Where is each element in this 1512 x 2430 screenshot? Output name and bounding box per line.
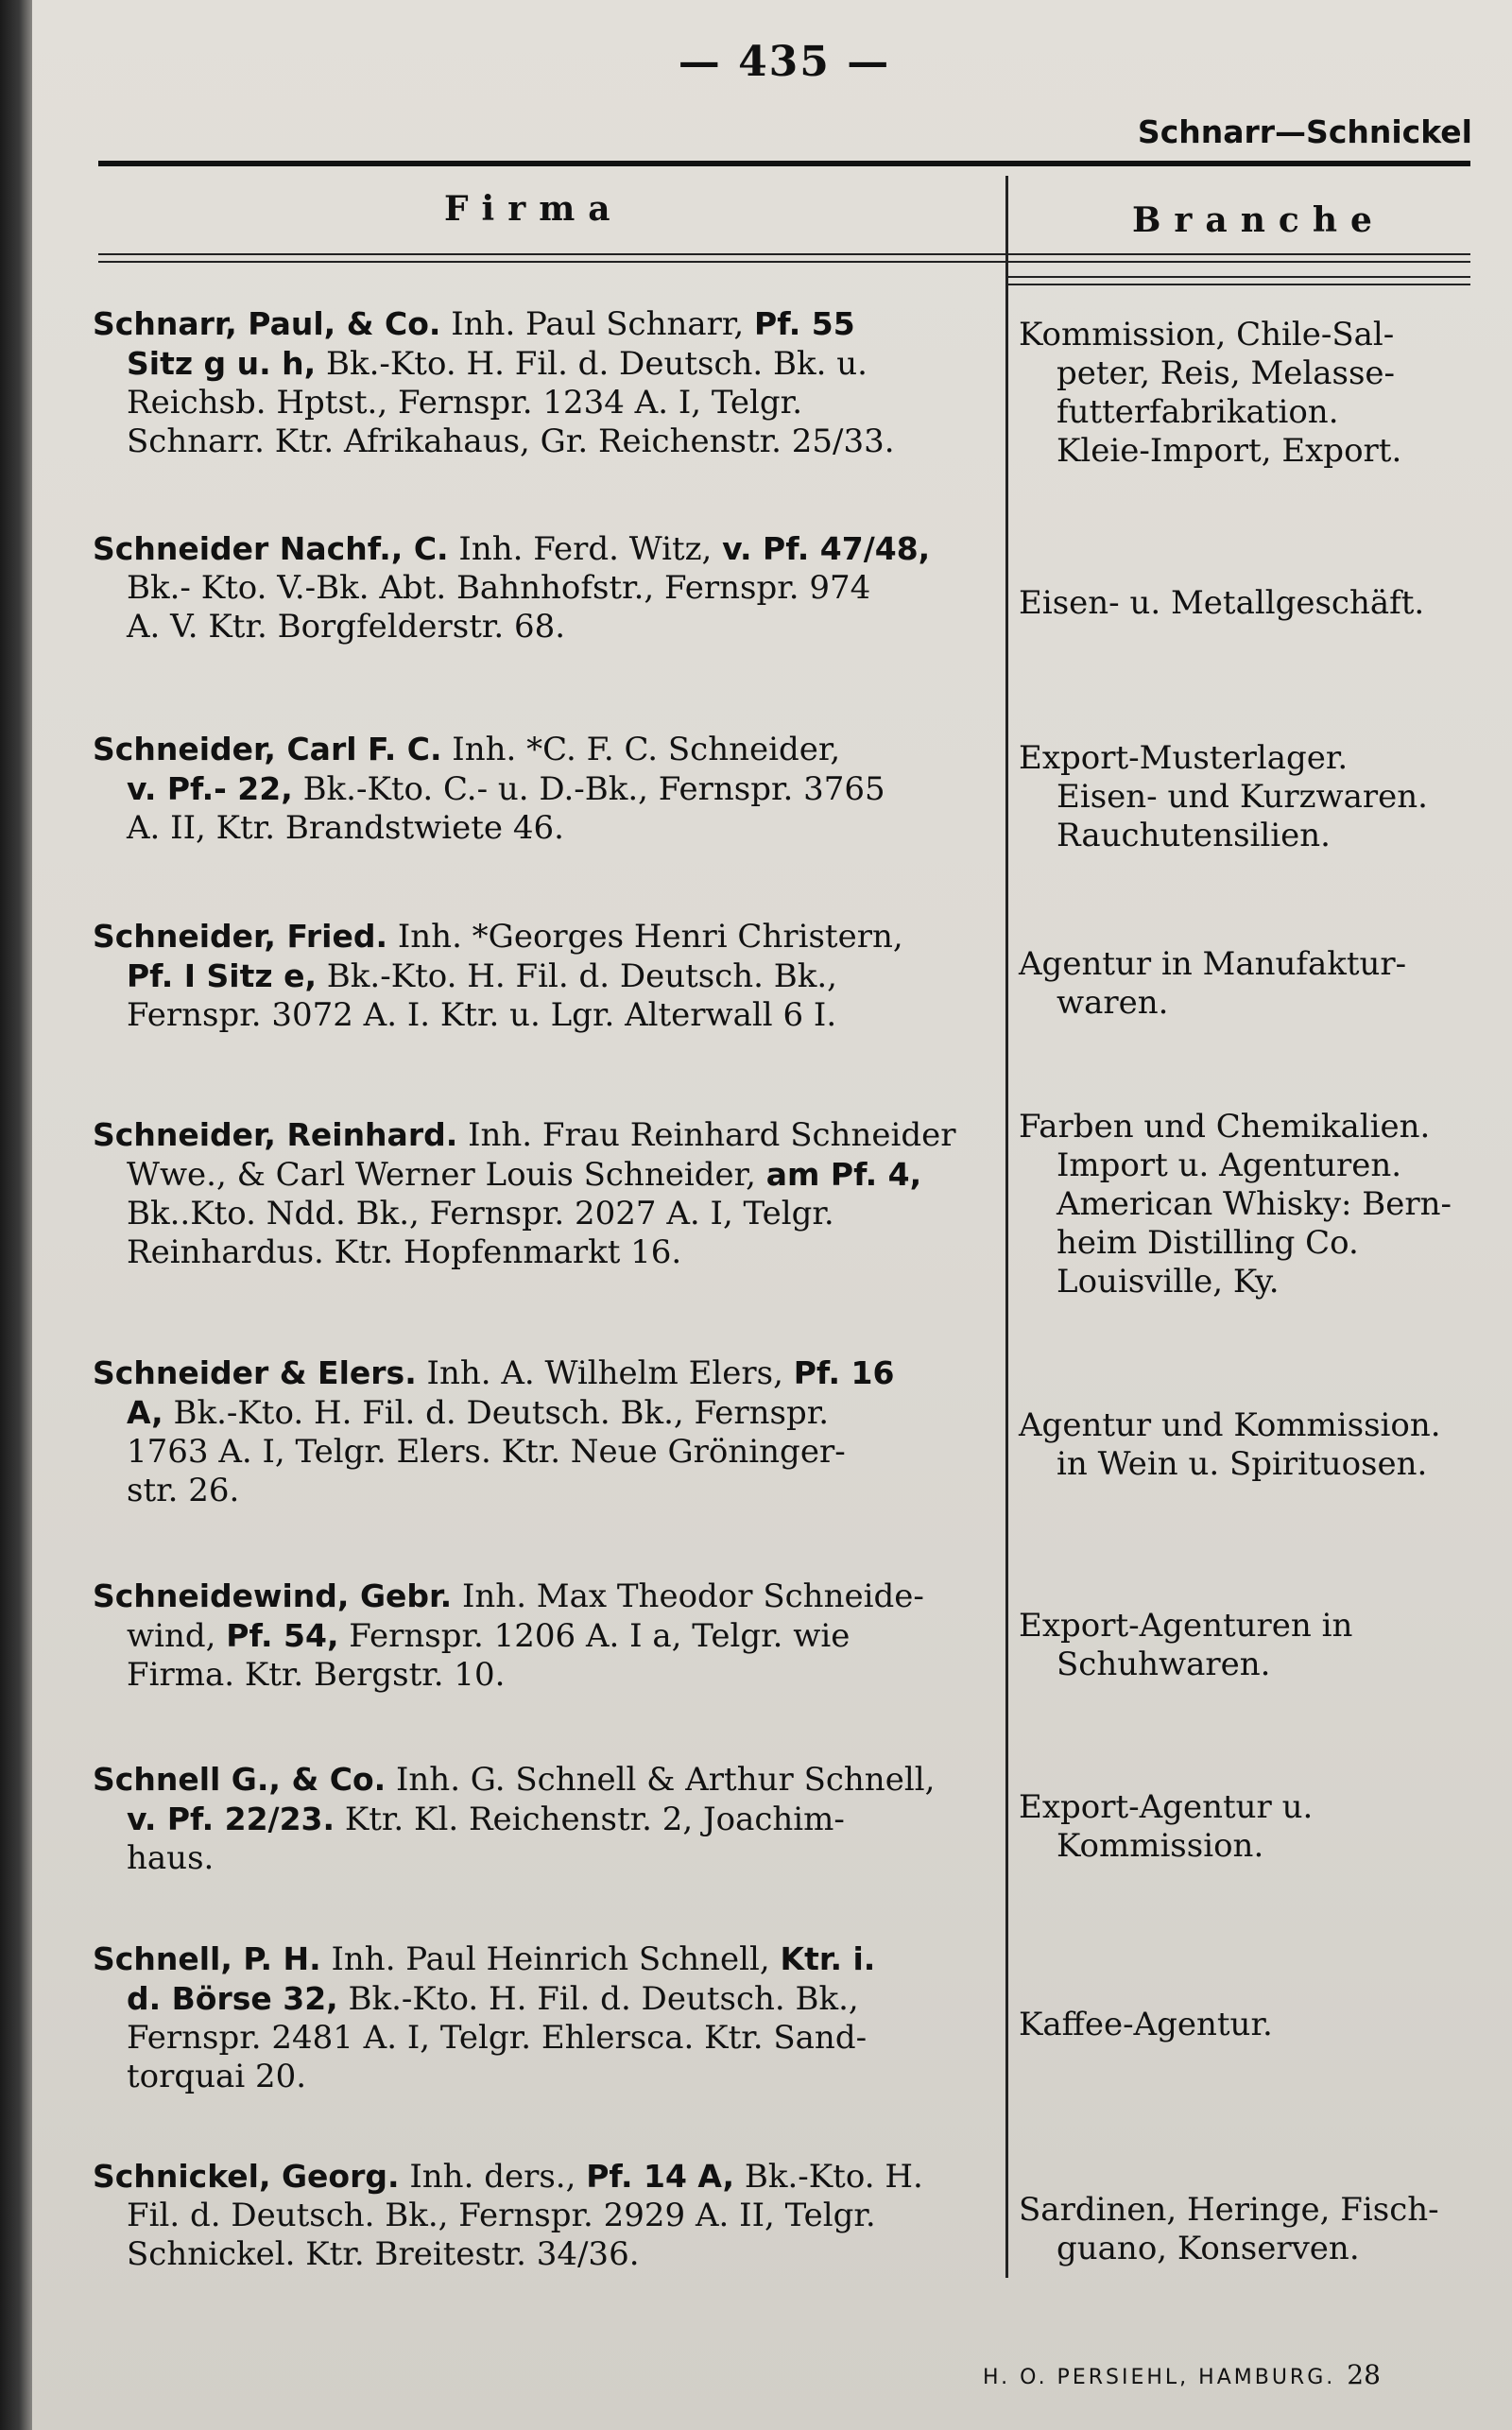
branche-text: guano, Konserven. (1057, 2230, 1360, 2267)
firm-entry (93, 917, 990, 1035)
branche-text: heim Distilling Co. (1057, 1224, 1359, 1262)
firm-name: Schneider, Reinhard. (93, 1116, 458, 1153)
firm-entry (93, 1353, 990, 1510)
top-rule (98, 161, 1470, 166)
firm-text: Inh. ders., (399, 2158, 587, 2196)
branche-text: Louisville, Ky. (1057, 1263, 1280, 1301)
firm-name: Schneider Nachf., C. (93, 530, 449, 567)
branche-text: Sardinen, Heringe, Fisch- (1019, 2191, 1439, 2229)
firm-text: Bk.- Kto. V.-Bk. Abt. Bahnhofstr., Fernspr. 974 (127, 569, 871, 607)
firm-text: torquai 20. (127, 2058, 307, 2095)
firm-text: A, (127, 1394, 163, 1431)
branche-text: Export-Musterlager. (1019, 739, 1349, 777)
firm-name: Schneider, Fried. (93, 918, 388, 955)
firm-text: Bk.-Kto. H. Fil. d. Deutsch. Bk. u. (316, 345, 868, 383)
branche-text: Schuhwaren. (1057, 1646, 1271, 1683)
branche-entry (1019, 1607, 1472, 1684)
firm-name: Schneidewind, Gebr. (93, 1577, 453, 1614)
firm-text: Bk.-Kto. H. Fil. d. Deutsch. Bk., Fernspr. (163, 1394, 830, 1432)
firm-text: Bk..Kto. Ndd. Bk., Fernspr. 2027 A. I, Telgr. (127, 1195, 834, 1232)
branche-text: American Whisky: Bern- (1057, 1185, 1452, 1223)
firm-text: A. II, Ktr. Brandstwiete 46. (127, 809, 564, 847)
branche-text: Kommission. (1057, 1827, 1264, 1865)
branche-text: Eisen- u. Metallgeschäft. (1019, 584, 1425, 622)
firm-text: v. Pf. 22/23. (127, 1801, 335, 1837)
branche-text: futterfabrikation. (1057, 393, 1339, 431)
firm-text: Inh. *Georges Henri Christern, (387, 918, 903, 956)
firm-text: Pf. 14 A, (586, 2158, 735, 2195)
header-rule (98, 253, 1470, 255)
firm-name: Schnickel, Georg. (93, 2158, 400, 2195)
firm-text: Inh. Ferd. Witz, (448, 530, 723, 568)
firm-text: Fernspr. 1206 A. I a, Telgr. wie (338, 1617, 850, 1655)
firm-text: 1763 A. I, Telgr. Elers. Ktr. Neue Gröninger- (127, 1433, 846, 1471)
branche-entry (1019, 1108, 1472, 1301)
firm-text: Firma. Ktr. Bergstr. 10. (127, 1656, 506, 1694)
firm-text: Wwe., & Carl Werner Louis Schneider, (127, 1156, 766, 1194)
branche-text: Farben und Chemikalien. (1019, 1108, 1431, 1146)
branche-text: Eisen- und Kurzwaren. (1057, 778, 1428, 816)
firm-text: Sitz g u. h, (127, 345, 317, 382)
printer-name: H. O. PERSIEHL, HAMBURG. (983, 2366, 1336, 2389)
branche-entry (1019, 584, 1472, 623)
branche-text: Import u. Agenturen. (1057, 1146, 1402, 1184)
firm-text: Fernspr. 2481 A. I, Telgr. Ehlersca. Ktr. Sand- (127, 2019, 868, 2057)
firm-text: Inh. Max Theodor Schneide- (452, 1577, 924, 1615)
firm-entry (93, 1115, 990, 1272)
branche-text: Export-Agentur u. (1019, 1788, 1314, 1826)
firm-text: Schnickel. Ktr. Breitestr. 34/36. (127, 2235, 640, 2273)
firm-text: v. Pf.- 22, (127, 770, 293, 807)
firm-text: A. V. Ktr. Borgfelderstr. 68. (127, 608, 566, 646)
firm-entry (93, 2157, 990, 2274)
firm-text: d. Börse 32, (127, 1980, 338, 2017)
firm-text: Inh. Paul Schnarr, (451, 305, 755, 343)
firm-name: Schneider & Elers. (93, 1354, 417, 1391)
header-rule (1005, 276, 1470, 278)
branche-text: Agentur in Manufaktur- (1019, 945, 1407, 983)
branche-text: in Wein u. Spirituosen. (1057, 1445, 1428, 1483)
firm-text: am Pf. 4, (765, 1156, 922, 1193)
firm-text: Bk.-Kto. C.- u. D.-Bk., Fernspr. 3765 (292, 770, 885, 808)
firm-text: Inh. G. Schnell & Arthur Schnell, (386, 1761, 936, 1799)
firm-text: Pf. I Sitz e, (127, 957, 317, 994)
branche-text: Agentur und Kommission. (1019, 1406, 1441, 1444)
firm-text: Ktr. i. (780, 1940, 876, 1977)
firm-name: Schnell G., & Co. (93, 1761, 387, 1798)
header-rule (98, 261, 1470, 263)
branche-text: Rauchutensilien. (1057, 817, 1331, 854)
page-number: — 435 — (678, 38, 891, 86)
firm-text: Inh. Paul Heinrich Schnell, (320, 1940, 781, 1978)
branche-text: Export-Agenturen in (1019, 1607, 1353, 1645)
branche-text: waren. (1057, 984, 1169, 1022)
firm-entry (93, 304, 990, 461)
column-header-branche: Branche (1132, 200, 1385, 240)
running-head: Schnarr—Schnickel (1137, 113, 1472, 150)
firm-entry (93, 529, 990, 646)
branche-entry (1019, 1406, 1472, 1484)
firm-name: Schnarr, Paul, & Co. (93, 305, 441, 342)
branche-entry (1019, 945, 1472, 1023)
firm-text: Bk.-Kto. H. (734, 2158, 923, 2196)
branche-text: Kaffee-Agentur. (1019, 2006, 1273, 2043)
branche-entry (1019, 739, 1472, 855)
column-divider (1005, 176, 1008, 2278)
firm-entry (93, 1577, 990, 1695)
firm-text: Pf. 55 (754, 305, 855, 342)
firm-entry (93, 1760, 990, 1878)
book-spine-shadow (0, 0, 32, 2430)
firm-text: Inh. Frau Reinhard Schneider (457, 1116, 956, 1154)
branche-entry (1019, 1788, 1472, 1866)
branche-entry (1019, 316, 1472, 471)
firm-text: Pf. 16 (793, 1354, 895, 1391)
firm-text: Bk.-Kto. H. Fil. d. Deutsch. Bk., (317, 957, 837, 995)
firm-text: Pf. 54, (226, 1617, 339, 1654)
firm-entry (93, 1939, 990, 2096)
branche-entry (1019, 2006, 1472, 2044)
branche-entry (1019, 2191, 1472, 2268)
firm-name: Schneider, Carl F. C. (93, 731, 442, 767)
sheet-number: 28 (1347, 2359, 1381, 2390)
firm-text: Inh. *C. F. C. Schneider, (441, 731, 841, 768)
printer-footer (983, 2359, 1381, 2390)
firm-text: Reichsb. Hptst., Fernspr. 1234 A. I, Telgr. (127, 384, 802, 422)
firm-text: Fil. d. Deutsch. Bk., Fernspr. 2929 A. II, Telgr. (127, 2197, 876, 2234)
firm-name: Schnell, P. H. (93, 1940, 321, 1977)
firm-entry (93, 730, 990, 848)
firm-text: Ktr. Kl. Reichenstr. 2, Joachim- (335, 1801, 845, 1838)
firm-text: Reinhardus. Ktr. Hopfenmarkt 16. (127, 1233, 682, 1271)
column-header-firma: Firma (444, 189, 624, 229)
firm-text: Schnarr. Ktr. Afrikahaus, Gr. Reichenstr. 25/33. (127, 422, 895, 460)
firm-text: Inh. A. Wilhelm Elers, (416, 1354, 794, 1392)
firm-text: haus. (127, 1839, 215, 1877)
firm-text: wind, (127, 1617, 227, 1655)
branche-text: Kommission, Chile-Sal- (1019, 316, 1395, 353)
firm-text: v. Pf. 47/48, (722, 530, 931, 567)
header-rule (1005, 284, 1470, 285)
branche-text: Kleie-Import, Export. (1057, 432, 1402, 470)
firm-text: str. 26. (127, 1472, 240, 1509)
firm-text: Bk.-Kto. H. Fil. d. Deutsch. Bk., (337, 1980, 859, 2018)
branche-text: peter, Reis, Melasse- (1057, 354, 1396, 392)
firm-text: Fernspr. 3072 A. I. Ktr. u. Lgr. Alterwall 6 I. (127, 996, 837, 1034)
